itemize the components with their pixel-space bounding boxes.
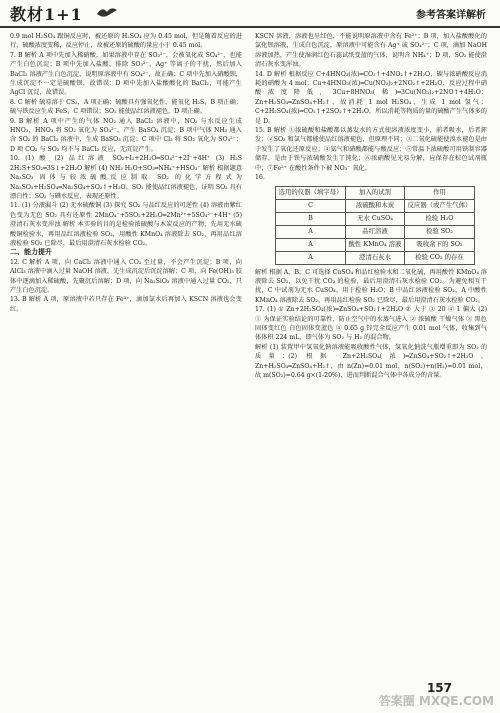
bird-logo-icon — [96, 4, 118, 20]
table-header-row — [276, 186, 475, 199]
answer-paragraph: 12. C 解析 A 项，向 CaCl₂ 溶液中通入 CO₂ 至过量，不会产生沉淀；B 项，向 AlCl₃ 溶液中滴入过量 NaOH 溶液，先生成沉淀后沉淀溶解；C 项，向 Fe(OH)₃ 胶体中逐滴加入稀硫酸，先聚沉后溶解；D 项，向 Na₂SiO₃ 溶液中通入过量 CO₂，只产生白色沉淀。 — [10, 258, 242, 294]
table-cell: A — [276, 238, 346, 251]
table-cell: C — [276, 199, 346, 212]
table-cell: 反应器（或产生气体） — [404, 199, 474, 212]
answer-paragraph: 解析 根据 A、B、C 可选择 CuSO₄ 和品红检验水和二氧化硫，再用酸性 KMnO₄ 溶液除去 SO₂，以免干扰 CO₂ 的检验，最后用澄清石灰水检验 CO₂。为避免相互干扰，C 中试剂为无水 CuSO₄，用于检验 H₂O；B 中品红溶液检验 SO₂，A 中酸性 KMnO₄ 溶液除去 SO₂，再用品红检验 SO₂ 已除尽，最后用澄清石灰水检验 CO₂。 — [255, 268, 487, 304]
table-row — [276, 212, 475, 225]
table-row — [276, 251, 475, 264]
table-row — [276, 225, 475, 238]
table-cell: 吸收余下的 SO₂ — [404, 238, 474, 251]
table-header-cell: 加入的试剂 — [346, 186, 405, 199]
table-cell: B — [276, 212, 346, 225]
answer-paragraph: 13. B 解析 A 项，原溶液中若只存在 Fe³⁺，滴加氯水后再加入 KSCN 溶液也会变红。 — [10, 296, 242, 313]
answer-paragraph: KSCN 溶液，溶液也呈红色，不能说明原溶液中含有 Fe²⁺；B 项，加入盐酸酸化的氯化钡溶液，生成白色沉淀，原溶液中可能含有 Ag⁺ 或 SO₄²⁻；C 项，滴加 NaOH 溶液加热，产生使湿润红色石蕊试纸变蓝的气体，说明含 NH₄⁺；D 项，SO₂ 能使澄清石灰水变浑浊。 — [255, 33, 487, 69]
section-heading: 二、能力提升 — [10, 248, 52, 257]
right-column — [255, 32, 487, 380]
answer-paragraph: 解析 (1) 装置甲中氢氧化钠溶液能吸收酸性气体，氢氧化钠洗气瓶增重即为 SO₂ 的质量；(2) 根据 Zn+2H₂SO₄(浓)═ZnSO₄+SO₂↑+2H₂O、Zn+H₂SO₄═ZnSO₄+H₂↑，由 n(Zn)=0.01 mol，n(SO₂)+n(H₂)=0.01 mol，故 m(SO₂)=0.64 g×(1-20%)，进而判断混合气体中各成分的含量。 — [255, 343, 487, 379]
answer-paragraph: 7. B 解析 A 项中先加入稀硝酸，如果溶液中存在 SO₃²⁻，会被氧化成 SO₄²⁻，也能产生白色沉淀；B 项中先加入盐酸，排除 SO₃²⁻、Ag⁺ 等离子的干扰，然后加入 BaCl₂ 溶液产生白色沉淀，说明原溶液中有 SO₄²⁻，故正确；C 项中先加入硝酸钡，生成沉淀不一定是硫酸钡，故错误；D 项中先加入盐酸酸化的 BaCl₂，可能产生 AgCl 沉淀，故错误。 — [10, 51, 242, 97]
table-cell: 检验 H₂O — [404, 212, 474, 225]
table-header-cell: 作用 — [404, 186, 474, 199]
answer-paragraph: 15. B 解析 ①浓硫酸和盐酸都以蒸发水的方式使溶液浓度变小，前者吸水，后者挥发；②SO₂ 和氯气都能使品红溶液褪色，但原理不同；③二氧化硫能使溴水褪色是由于发生了氧化还原反应；④氨气和硝酸都能与酸反应；⑤常温下浓硫酸可用铁制容器储存，是由于铁与浓硫酸发生了钝化；⑥浓硝酸见光易分解，应保存在棕色试剂瓶中；⑦Fe²⁺ 在酸性条件下被 NO₃⁻ 氧化。 — [255, 127, 487, 172]
table-cell: 酸性 KMnO₄ 溶液 — [346, 238, 405, 251]
question-number: 16. — [255, 174, 265, 182]
table-cell: 品红溶液 — [346, 225, 405, 238]
answer-paragraph: 14. D 解析 根据反应 C+4HNO₃(浓)═CO₂↑+4NO₂↑+2H₂O，碳与浓硝酸反应消耗的硝酸为 4 mol；Cu+4HNO₃(浓)═Cu(NO₃)₂+2NO₂↑+2H₂O，反应过程中硝酸浓度降低，3Cu+8HNO₃(稀)═3Cu(NO₃)₂+2NO↑+4H₂O；Zn+H₂SO₄═ZnSO₄+H₂↑，故消耗 1 mol H₂SO₄，生成 1 mol 氢气；C+2H₂SO₄(浓)═CO₂↑+2SO₂↑+2H₂O，所以消耗等物质的量的硫酸产生气体多的是 D。 — [255, 70, 487, 125]
table-cell: 浓硫酸和木炭 — [346, 199, 405, 212]
table-cell: 检验 SO₂ — [404, 225, 474, 238]
brand-title: 教材1+1 — [10, 5, 83, 24]
answer-paragraph: 0.9 mol H₂SO₄ 跟铜反应时，被还原的 H₂SO₄ 应为 0.45 mol，但是随着反应的进行，硫酸浓度变稀，反应停止，故被还原的硫酸的量应小于 0.45 mol。 — [10, 33, 242, 50]
watermark: 答案圈 MXQE.COM — [378, 694, 494, 708]
table-cell: A — [276, 225, 346, 238]
table-header-cell: 选用的仪器（填字母） — [276, 186, 346, 199]
table-cell: A — [276, 251, 346, 264]
answer-paragraph: 9. B 解析 A 项中产生的气体 NO₂ 通入 BaCl₂ 溶液中，NO₂ 与水反应生成 HNO₃，HNO₃ 将 SO₂ 氧化为 SO₄²⁻，产生 BaSO₄ 沉淀；B 项中气体 NH₃ 通入含 SO₂ 的 BaCl₂ 溶液中，生成 BaSO₃ 沉淀；C 项中 Cl₂ 将 SO₂ 氧化为 SO₄²⁻；D 项 CO₂ 与 SO₂ 均不与 BaCl₂ 反应，无沉淀产生。 — [10, 117, 242, 153]
table-cell: 检验 CO₂ 的存在 — [404, 251, 474, 264]
page-number: 157 — [426, 681, 452, 695]
table-row — [276, 238, 475, 251]
table-cell: 澄清石灰水 — [346, 251, 405, 264]
header-section-title: 参考答案详解析 — [416, 10, 486, 21]
answer-paragraph: 10. (1) 酸 (2) 品红溶液 SO₂+I₂+2H₂O═SO₄²⁻+2I⁻+4H⁺ (3) H₂S 2H₂S+SO₂═3S↓+2H₂O 解析 (4) NH₃ H₂O+SO₂═NH₄⁺+HSO₃⁻ 解析 根据题意 Na₂SO₃ 固体与较浓硫酸反应制取 SO₂ 的化学方程式为 Na₂SO₃+H₂SO₄═Na₂SO₄+SO₂↑+H₂O。SO₂ 能使品红溶液褪色，证明 SO₂ 具有漂白性；SO₂ 与碘水反应，表现还原性。 — [10, 155, 242, 200]
left-column — [10, 32, 242, 314]
experiment-table — [275, 186, 475, 265]
table-row — [276, 199, 475, 212]
answer-paragraph: 8. C 解析 硫易溶于 CS₂，A 项正确；硫酸具有强氧化性，能氧化 H₂S，B 项正确；硫与铁反应生成 FeS，C 项错误；SO₂ 能使品红溶液褪色，D 项正确。 — [10, 98, 242, 116]
answer-paragraph: 17. (1) ① Zn+2H₂SO₄(浓)═ZnSO₄+SO₂↑+2H₂O ② 大于 ③ 20 ④ 1 偏大 (2) ① 为保证实验结论的可靠性，防止空气中的水蒸气进入 ② 浓硫酸 干燥气体 ③ 黑色固体变红色 白色固体变蓝色 ④ 0.65 g 锌完全反应产生 0.01 mol 气体，收集到气体体积 224 mL，即气体为 SO₂ 与 H₂ 的混合物。 — [255, 306, 487, 342]
table-cell: 无水 CuSO₄ — [346, 212, 405, 225]
answer-paragraph: 11. (1) 分液漏斗 (2) 无水硫酸铜 (3) 探究 SO₂ 与品红反应的可逆性 (4) 溶液由紫红色变为无色 SO₂ 具有还原性 2MnO₄⁻+5SO₂+2H₂O═2Mn²⁺+5SO₄²⁻+4H⁺ (5) 澄清石灰水变浑浊 解析 本实验的目的是检验浓硫酸与木炭反应的产物，先用无水硫酸铜检验水，再用品红溶液检验 SO₂，用酸性 KMnO₄ 溶液除去 SO₂，再用品红溶液检验 SO₂ 已除尽，最后用澄清石灰水检验 CO₂。 — [10, 202, 242, 247]
page-header — [0, 0, 500, 28]
